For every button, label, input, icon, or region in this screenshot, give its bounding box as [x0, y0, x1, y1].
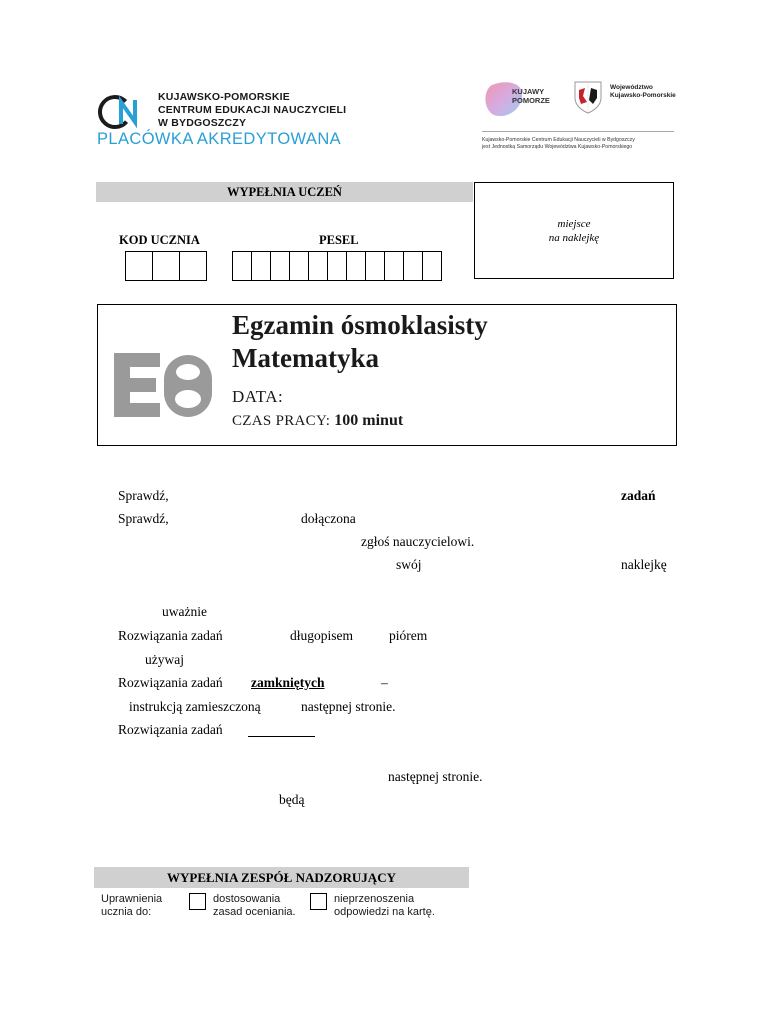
pesel-box[interactable]	[346, 251, 366, 281]
header-divider	[482, 131, 674, 132]
exam-date-label: DATA:	[232, 387, 284, 406]
accreditation-label: PLACÓWKA AKREDYTOWANA	[97, 130, 342, 148]
pesel-box[interactable]	[365, 251, 385, 281]
pesel-box[interactable]	[403, 251, 423, 281]
cen-logo-icon	[97, 92, 153, 132]
instruction-text: naklejkę	[621, 557, 667, 572]
instruction-text: –	[381, 675, 388, 690]
instruction-text: długopisem	[290, 628, 353, 643]
underline-blank	[248, 736, 315, 737]
code-box[interactable]	[152, 251, 180, 281]
no-transfer-checkbox[interactable]	[310, 893, 327, 910]
adaptation-checkbox[interactable]	[189, 893, 206, 910]
student-code-label: KOD UCZNIA	[119, 233, 200, 247]
supervisor-section-bar	[94, 867, 469, 888]
instruction-text: Rozwiązania zadań	[118, 675, 223, 690]
instruction-text: używaj	[145, 652, 184, 667]
instruction-text: uważnie	[162, 604, 207, 619]
instruction-text: zadań	[621, 488, 656, 503]
exam-time-label: CZAS PRACY:	[232, 413, 331, 429]
pesel-label: PESEL	[319, 233, 359, 247]
student-section-bar	[96, 182, 473, 202]
coat-of-arms-icon	[573, 80, 603, 114]
student-section-title: WYPEŁNIA UCZEŃ	[227, 185, 342, 199]
exam-title: Egzamin ósmoklasisty	[232, 310, 488, 340]
pesel-box[interactable]	[422, 251, 442, 281]
pesel-box[interactable]	[308, 251, 328, 281]
instruction-text: będą	[279, 792, 305, 807]
wojewodztwo-label: Województwo Kujawsko-Pomorskie	[610, 84, 676, 99]
student-code-boxes[interactable]	[125, 251, 207, 281]
adaptation-label: dostosowania zasad oceniania.	[213, 893, 296, 918]
instruction-text: zamkniętych	[251, 675, 325, 690]
no-transfer-label: nieprzenoszenia odpowiedzi na kartę.	[334, 893, 435, 918]
pesel-box[interactable]	[251, 251, 271, 281]
supervisor-section-title: WYPEŁNIA ZESPÓŁ NADZORUJĄCY	[167, 870, 396, 885]
pesel-box[interactable]	[384, 251, 404, 281]
instruction-text: następnej stronie.	[301, 699, 396, 714]
pesel-box[interactable]	[270, 251, 290, 281]
instruction-text: następnej stronie.	[388, 769, 483, 784]
pesel-boxes[interactable]	[232, 251, 442, 281]
code-box[interactable]	[125, 251, 153, 281]
exam-time-value: 100 minut	[334, 412, 404, 429]
instruction-text: Rozwiązania zadań	[118, 722, 223, 737]
kujawy-pomorze-text: KUJAWY POMORZE	[512, 87, 550, 105]
exam-time	[232, 412, 403, 430]
instruction-text: Sprawdź,	[118, 511, 169, 526]
sticker-placeholder	[474, 182, 674, 279]
cen-name: KUJAWSKO-POMORSKIE CENTRUM EDUKACJI NAUCZYCIELI W BYDGOSZCZY	[158, 91, 347, 129]
instruction-text: piórem	[389, 628, 428, 643]
exam-subject: Matematyka	[232, 343, 379, 373]
header-caption: Kujawsko-Pomorskie Centrum Edukacji Nauczycieli w Bydgoszczy jest Jednostką Samorządu Województwa Kujawsko-Pomorskiego	[482, 137, 635, 150]
instruction-text: Sprawdź,	[118, 488, 169, 503]
pesel-box[interactable]	[232, 251, 252, 281]
pesel-box[interactable]	[289, 251, 309, 281]
rights-label: Uprawnienia ucznia do:	[101, 893, 163, 918]
code-box[interactable]	[179, 251, 207, 281]
instruction-text: dołączona	[301, 511, 356, 526]
instruction-text: Rozwiązania zadań	[118, 628, 223, 643]
instruction-text: zgłoś nauczycielowi.	[361, 534, 475, 549]
sticker-text: miejsce na naklejkę	[548, 218, 600, 244]
pesel-box[interactable]	[327, 251, 347, 281]
instruction-text: instrukcją zamieszczoną	[129, 699, 261, 714]
e8-logo	[110, 349, 216, 421]
instruction-text: swój	[396, 557, 422, 572]
